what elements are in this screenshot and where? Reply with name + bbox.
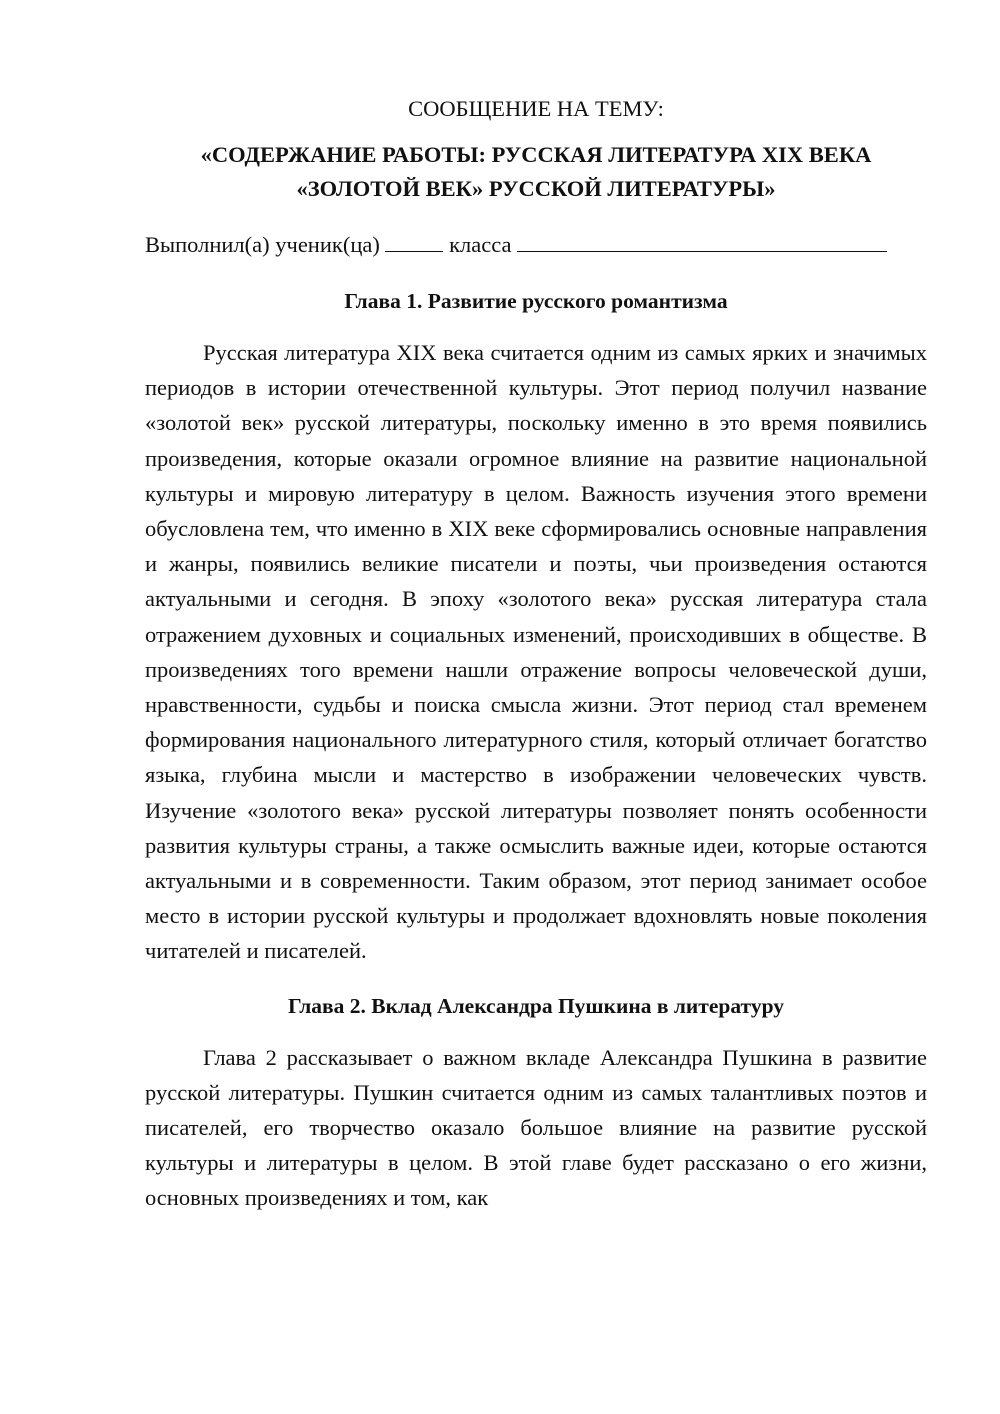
chapter-2-heading: Глава 2. Вклад Александра Пушкина в литературу [287, 993, 785, 1018]
document-title [145, 138, 927, 206]
chapter-1-heading: Глава 1. Развитие русского романтизма [344, 289, 728, 313]
author-prefix: Выполнил(а) ученик(ца) [145, 232, 380, 257]
author-name-blank [517, 231, 887, 252]
document-body [145, 90, 927, 1216]
chapter-2-paragraph: Глава 2 рассказывает о важном вкладе Александра Пушкина в развитие русской литературы. Пушкин считается одним из самых талантливых поэтов и писателей, его творчество оказало большое влияние на развитие русской культуры и литературы в целом. В этой главе будет рассказано о его жизни, основных произведениях и том, как [145, 1044, 927, 1211]
document-title-line-2: «ЗОЛОТОЙ ВЕК» РУССКОЙ ЛИТЕРАТУРЫ» [296, 176, 776, 201]
document-title-line-1: «СОДЕРЖАНИЕ РАБОТЫ: РУССКАЯ ЛИТЕРАТУРА XIX ВЕКА [200, 142, 872, 167]
class-number-blank [385, 231, 443, 252]
author-line [145, 228, 927, 262]
author-class-label: класса [449, 232, 512, 257]
chapter-1-paragraph: Русская литература XIX века считается одним из самых ярких и значимых периодов в истории отечественной культуры. Этот период получил название «золотой век» русской литературы, поскольку именно в это время появились произведения, которые оказали огромное влияние на развитие национальной культуры и мировую литературу в целом. Важность изучения этого времени обусловлена тем, что именно в XIX веке сформировались основные направления и жанры, появились великие писатели и поэты, чьи произведения остаются актуальными и сегодня. В эпоху «золотого века» русская литература стала отражением духовных и социальных изменений, происходивших в обществе. В произведениях того времени нашли отражение вопросы человеческой души, нравственности, судьбы и поиска смысла жизни. Этот период стал временем формирования национального литературного стиля, который отличает богатство языка, глубина мысли и мастерство в изображении человеческих чувств. Изучение «золотого века» русской литературы позволяет понять особенности развития культуры страны, а также осмыслить важные идеи, которые остаются актуальными и в современности. Таким образом, этот период занимает особое место в истории русской культуры и продолжает вдохновлять новые поколения читателей и писателей. [145, 340, 927, 964]
document-label: СООБЩЕНИЕ НА ТЕМУ: [408, 96, 664, 121]
